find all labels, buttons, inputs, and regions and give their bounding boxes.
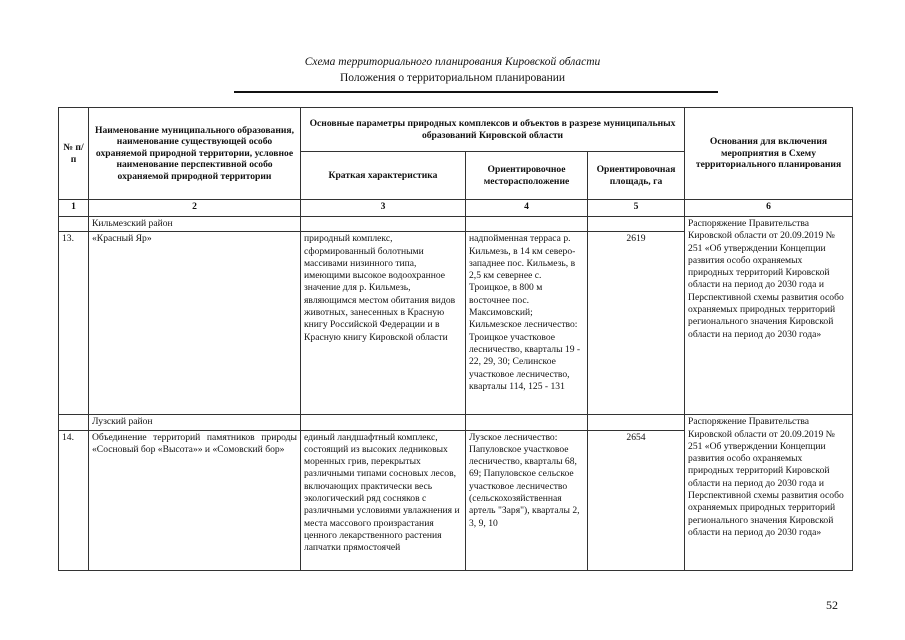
district-num-cell — [59, 217, 89, 232]
row-characteristic: природный комплекс, сформированный болотными массивами низинного типа, имеющими высокое водоохранное значение для р. Кильмезь, являющимся местом обитания видов животных, занесенных в Красную книгу Российской Федерации и в Красную книгу Кировской области — [301, 232, 466, 415]
row-location: надпойменная терраса р. Кильмезь, в 14 км северо-западнее пос. Кильмезь, в 2,5 км севернее с. Троицкое, в 800 м восточнее пос. Максимовский; Кильмезское лесничество: Троицкое участковое лесничество, кварталы 19 - 22, 29, 30; Селинское участковое лесничество, кварталы 114, 125 - 131 — [466, 232, 588, 415]
header-divider — [234, 91, 718, 93]
row-area: 2654 — [588, 430, 685, 570]
district-empty-cell — [301, 415, 466, 430]
row-name: «Красный Яр» — [89, 232, 301, 415]
row-num: 14. — [59, 430, 89, 570]
row-characteristic: единый ландшафтный комплекс, состоящий из высоких ледниковых моренных грив, перекрытых различными типами сосновых лесов, включающих практически весь экологический ряд сосняков с различными условиями увлажнения и места массового произрастания ценного лекарственного растения лапчатки прямостоячей — [301, 430, 466, 570]
col-header-location: Ориентировочное месторасположение — [466, 152, 588, 200]
district-empty-cell — [466, 217, 588, 232]
district-row — [59, 217, 853, 232]
district-empty-cell — [301, 217, 466, 232]
col-header-params-group: Основные параметры природных комплексов и объектов в разрезе муниципальных образований Кировской области — [301, 108, 685, 152]
document-subtitle: Положения о территориальном планировании — [339, 72, 566, 84]
col-header-area: Ориентировочная площадь, га — [588, 152, 685, 200]
column-number: 6 — [685, 200, 853, 217]
district-row — [59, 415, 853, 430]
row-num: 13. — [59, 232, 89, 415]
col-header-characteristic: Краткая характеристика — [301, 152, 466, 200]
district-empty-cell — [588, 217, 685, 232]
basis-cell: Распоряжение Правительства Кировской области от 20.09.2019 № 251 «Об утверждении Концепции развития особо охраняемых природных территорий Кировской области на период до 2030 года и Перспективной схемы развития особо охраняемых природных территорий регионального значения Кировской области на период до 2030 года» — [685, 217, 853, 415]
row-area: 2619 — [588, 232, 685, 415]
col-header-num: № п/п — [59, 108, 89, 200]
column-number: 2 — [89, 200, 301, 217]
col-header-name: Наименование муниципального образования, наименование существующей особо охраняемой природной территории, условное наименование перспективной особо охраняемой природной территории — [89, 108, 301, 200]
district-name: Лузский район — [89, 415, 301, 430]
district-num-cell — [59, 415, 89, 430]
basis-cell: Распоряжение Правительства Кировской области от 20.09.2019 № 251 «Об утверждении Концепции развития особо охраняемых природных территорий Кировской области на период до 2030 года и Перспективной схемы развития особо охраняемых природных территорий регионального значения Кировской области на период до 2030 года» — [685, 415, 853, 570]
district-empty-cell — [588, 415, 685, 430]
district-empty-cell — [466, 415, 588, 430]
column-number-row — [59, 200, 853, 217]
column-number: 3 — [301, 200, 466, 217]
column-number: 1 — [59, 200, 89, 217]
document-title: Схема территориального планирования Кировской области — [304, 56, 601, 68]
row-name: Объединение территорий памятников природы «Сосновый бор «Высота»» и «Сомовский бор» — [89, 430, 301, 570]
district-name: Кильмезский район — [89, 217, 301, 232]
page-number: 52 — [826, 598, 838, 612]
planning-table — [58, 107, 853, 571]
col-header-basis: Основания для включения мероприятия в Схему территориального планирования — [685, 108, 853, 200]
row-location: Лузское лесничество: Папуловское участковое лесничество, кварталы 68, 69; Папуловское сельское участковое лесничество (сельскохозяйственная артель "Заря"), кварталы 2, 3, 9, 10 — [466, 430, 588, 570]
column-number: 5 — [588, 200, 685, 217]
column-number: 4 — [466, 200, 588, 217]
